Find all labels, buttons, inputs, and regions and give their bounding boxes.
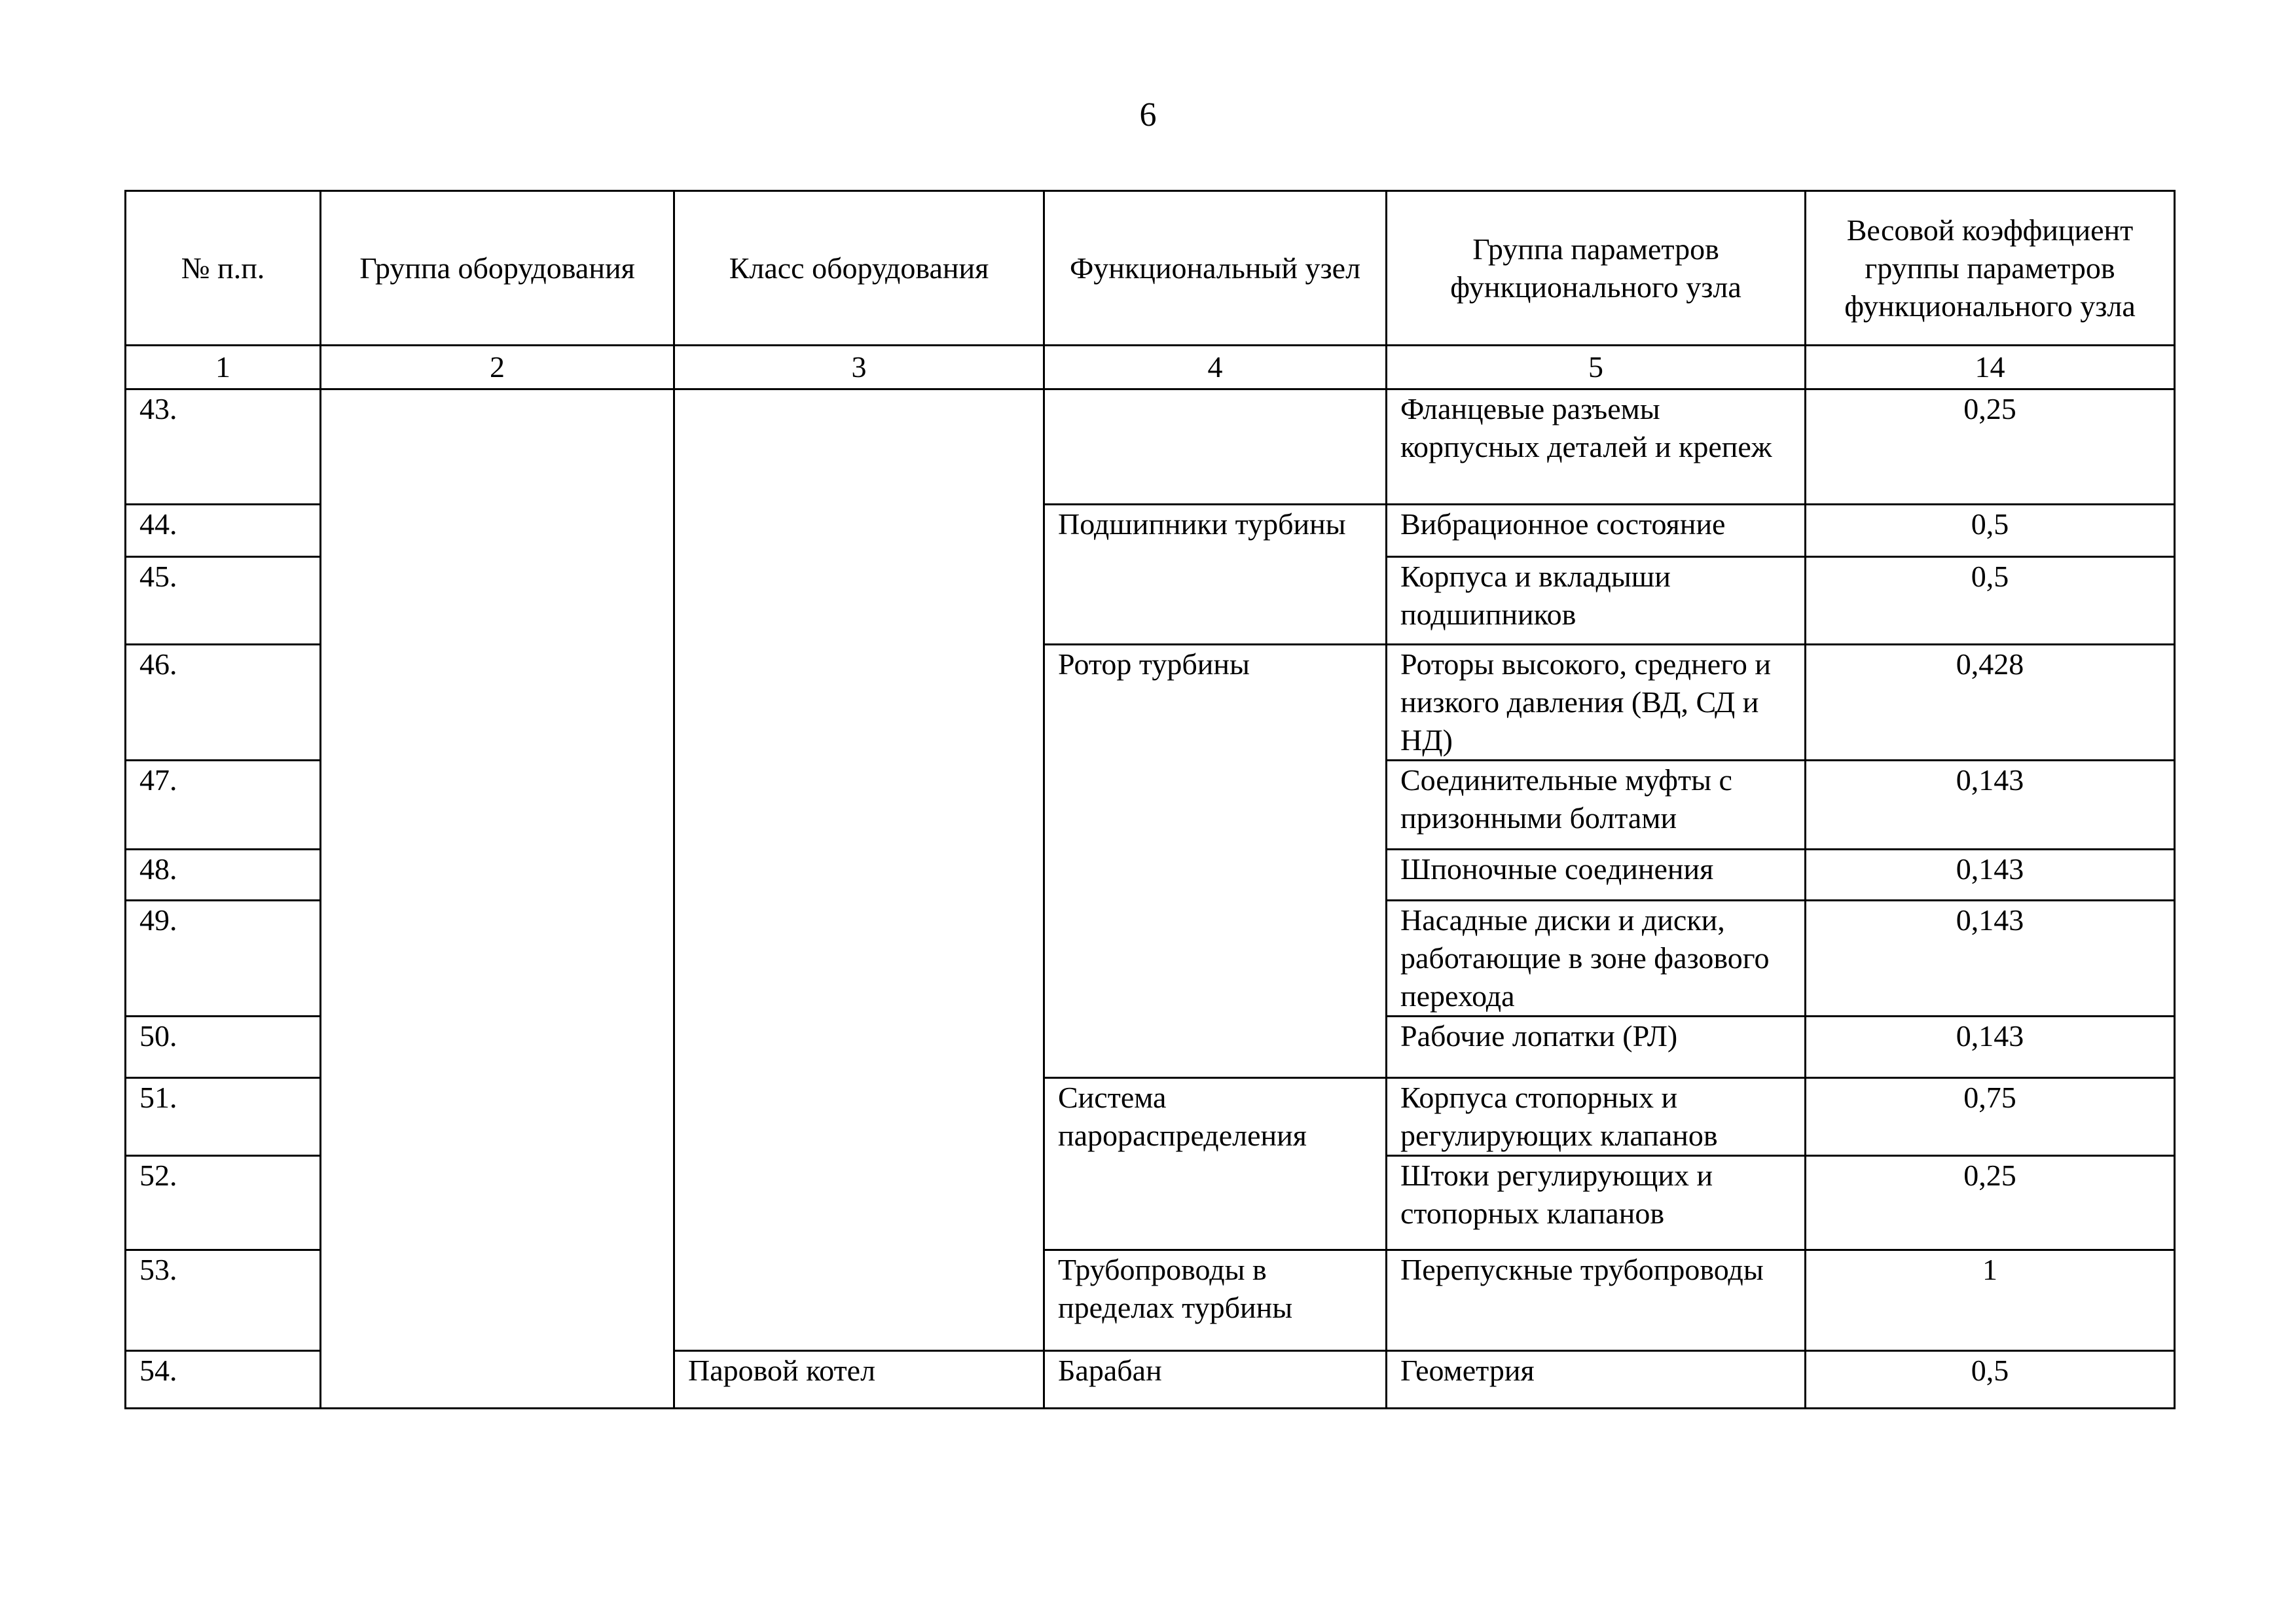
functional-unit-cell [1044,389,1387,505]
page-number: 6 [1139,96,1157,134]
parameter-group-cell: Насадные диски и диски, работающие в зоне фазового перехода [1387,901,1806,1017]
coefficient-cell: 0,5 [1806,1351,2175,1409]
parameter-group-cell: Штоки регулирующих и стопорных клапанов [1387,1156,1806,1250]
row-number: 50. [126,1017,321,1078]
functional-unit-cell: Ротор турбины [1044,645,1387,1078]
column-number: 4 [1044,346,1387,389]
row-number: 54. [126,1351,321,1409]
row-number: 45. [126,557,321,645]
coefficient-cell: 0,143 [1806,1017,2175,1078]
parameter-group-cell: Геометрия [1387,1351,1806,1409]
parameter-group-cell: Вибрационное состояние [1387,505,1806,557]
row-number: 48. [126,850,321,901]
coefficient-cell: 0,428 [1806,645,2175,761]
parameter-group-cell: Рабочие лопатки (РЛ) [1387,1017,1806,1078]
header-row [126,191,2175,346]
column-number: 3 [674,346,1044,389]
header-number: № п.п. [126,191,321,346]
coefficient-cell: 0,5 [1806,557,2175,645]
column-number: 5 [1387,346,1806,389]
functional-unit-cell: Подшипники турбины [1044,505,1387,645]
coefficient-cell: 0,143 [1806,761,2175,850]
header-equipment-class: Класс оборудования [674,191,1044,346]
functional-unit-cell: Система парораспределения [1044,1078,1387,1250]
coefficient-cell: 0,5 [1806,505,2175,557]
header-equipment-group: Группа оборудования [321,191,674,346]
functional-unit-cell: Трубопроводы в пределах турбины [1044,1250,1387,1351]
parameter-group-cell: Роторы высокого, среднего и низкого давления (ВД, СД и НД) [1387,645,1806,761]
parameter-group-cell: Соединительные муфты с призонными болтами [1387,761,1806,850]
column-number: 1 [126,346,321,389]
equipment-parameters-table [124,190,2176,1409]
row-number: 52. [126,1156,321,1250]
row-number: 49. [126,901,321,1017]
parameter-group-cell: Фланцевые разъемы корпусных деталей и крепеж [1387,389,1806,505]
parameter-group-cell: Корпуса стопорных и регулирующих клапанов [1387,1078,1806,1156]
coefficient-cell: 1 [1806,1250,2175,1351]
equipment-class-cell: Паровой котел [674,1351,1044,1409]
functional-unit-cell: Барабан [1044,1351,1387,1409]
header-weight-coefficient: Весовой коэффициент группы параметров функционального узла [1806,191,2175,346]
header-functional-unit: Функциональный узел [1044,191,1387,346]
header-parameter-group: Группа параметров функционального узла [1387,191,1806,346]
equipment-group-cell [321,389,674,1409]
coefficient-cell: 0,25 [1806,389,2175,505]
coefficient-cell: 0,75 [1806,1078,2175,1156]
row-number: 43. [126,389,321,505]
row-number: 53. [126,1250,321,1351]
coefficient-cell: 0,25 [1806,1156,2175,1250]
row-number: 46. [126,645,321,761]
coefficient-cell: 0,143 [1806,901,2175,1017]
parameter-group-cell: Перепускные трубопроводы [1387,1250,1806,1351]
row-number: 44. [126,505,321,557]
row-number: 47. [126,761,321,850]
coefficient-cell: 0,143 [1806,850,2175,901]
column-number: 14 [1806,346,2175,389]
parameter-group-cell: Корпуса и вкладыши подшипников [1387,557,1806,645]
parameter-group-cell: Шпоночные соединения [1387,850,1806,901]
row-number: 51. [126,1078,321,1156]
column-number-row [126,346,2175,389]
table-row [126,389,2175,505]
equipment-class-cell [674,389,1044,1351]
column-number: 2 [321,346,674,389]
